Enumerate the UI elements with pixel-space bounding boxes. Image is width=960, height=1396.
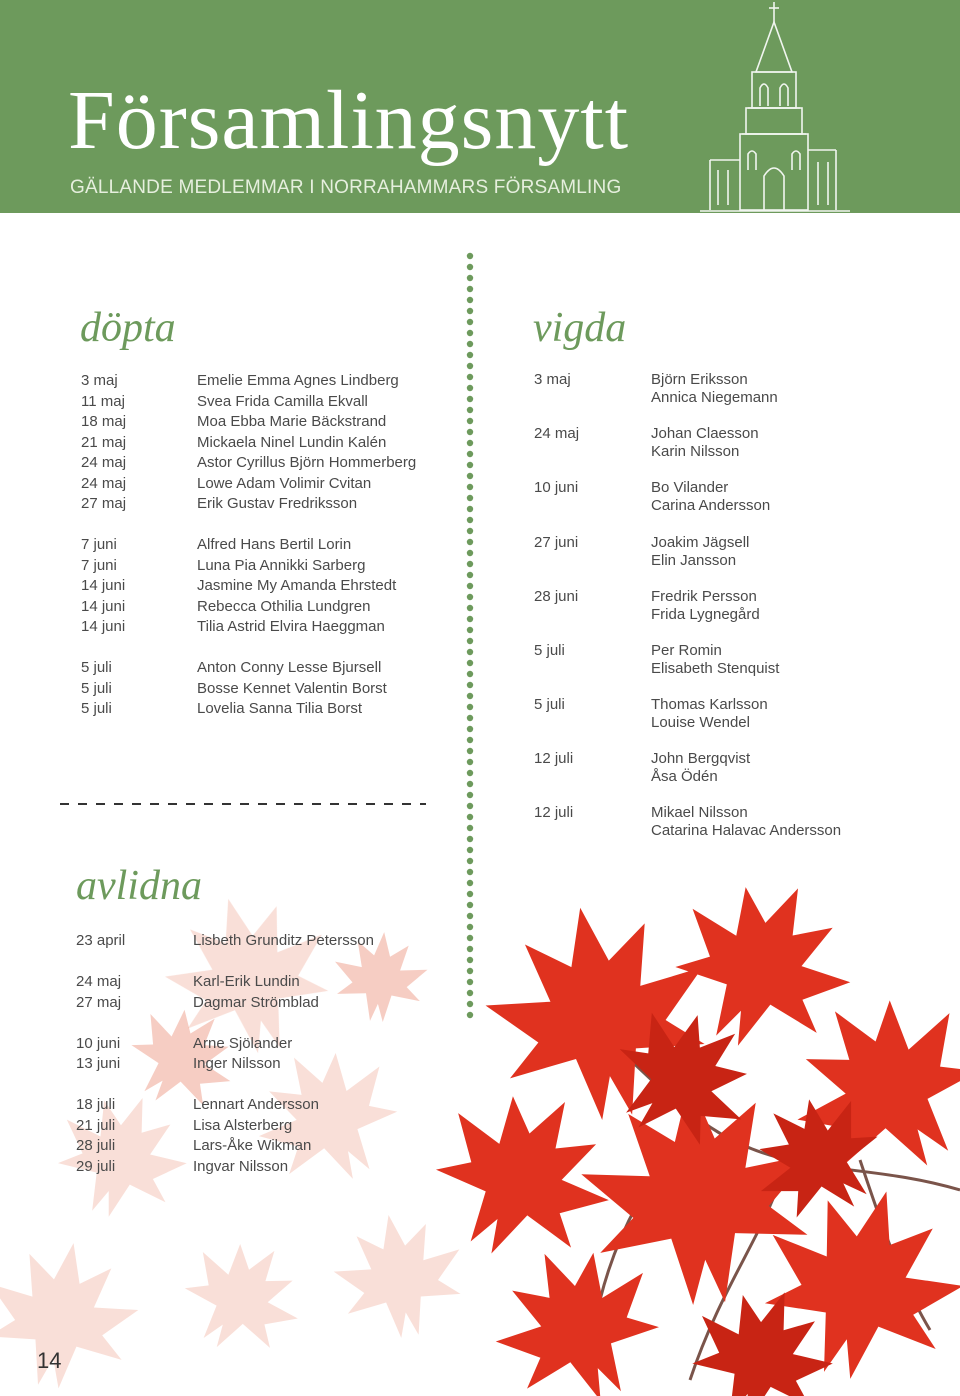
name: Karl-Erik Lundin bbox=[193, 973, 300, 990]
list-item bbox=[76, 1136, 456, 1157]
divider-dot bbox=[467, 605, 473, 611]
dopta-list bbox=[81, 371, 461, 720]
divider-dot bbox=[467, 616, 473, 622]
divider-dot bbox=[467, 990, 473, 996]
date: 12 juli bbox=[534, 804, 574, 821]
vigda-heading: vigda bbox=[533, 305, 627, 351]
list-item bbox=[81, 556, 461, 577]
divider-dot bbox=[467, 792, 473, 798]
list-item bbox=[81, 494, 461, 515]
divider-dot bbox=[467, 517, 473, 523]
date: 27 juni bbox=[534, 534, 579, 551]
divider-dot bbox=[467, 506, 473, 512]
list-item bbox=[81, 433, 461, 454]
divider-dot bbox=[467, 253, 473, 259]
divider-dot bbox=[467, 330, 473, 336]
page-title: Församlingsnytt bbox=[68, 74, 630, 167]
list-item bbox=[76, 993, 456, 1014]
divider-dot bbox=[467, 297, 473, 303]
name: Erik Gustav Fredriksson bbox=[197, 495, 358, 512]
list-item bbox=[81, 679, 461, 700]
name: Lisbeth Grunditz Petersson bbox=[193, 932, 374, 949]
divider-dot bbox=[467, 814, 473, 820]
date: 10 juni bbox=[76, 1034, 121, 1052]
divider-dot bbox=[467, 847, 473, 853]
divider-dot bbox=[467, 979, 473, 985]
date: 27 maj bbox=[81, 495, 127, 512]
date: 27 maj bbox=[76, 993, 122, 1011]
date: 29 juli bbox=[76, 1157, 116, 1175]
divider-dot bbox=[467, 803, 473, 809]
divider-dot bbox=[467, 935, 473, 941]
name: Elisabeth Stenquist bbox=[651, 660, 780, 677]
list-item bbox=[81, 392, 461, 413]
divider-dot bbox=[467, 836, 473, 842]
date: 24 maj bbox=[76, 973, 122, 990]
divider-dot bbox=[467, 539, 473, 545]
list-item bbox=[81, 576, 461, 597]
date: 14 juni bbox=[81, 577, 126, 594]
date: 5 juli bbox=[81, 700, 112, 717]
divider-dot bbox=[467, 550, 473, 556]
name: Astor Cyrillus Björn Hommerberg bbox=[197, 454, 417, 471]
date: 28 juli bbox=[76, 1137, 116, 1154]
divider-dot bbox=[467, 957, 473, 963]
page-subtitle: GÄLLANDE MEDLEMMAR I NORRAHAMMARS FÖRSAMLING bbox=[70, 177, 622, 198]
name: Annica Niegemann bbox=[651, 389, 778, 406]
divider-dot bbox=[467, 968, 473, 974]
divider-dot bbox=[467, 737, 473, 743]
date: 12 juli bbox=[534, 750, 574, 767]
name: Mickaela Ninel Lundin Kalén bbox=[197, 433, 387, 451]
church-icon bbox=[700, 0, 850, 213]
name: Alfred Hans Bertil Lorin bbox=[197, 536, 352, 553]
date: 10 juni bbox=[534, 479, 579, 496]
name: Jasmine My Amanda Ehrstedt bbox=[197, 577, 397, 594]
name: Bosse Kennet Valentin Borst bbox=[197, 679, 387, 697]
divider-dot bbox=[467, 583, 473, 589]
date: 3 maj bbox=[81, 372, 118, 389]
list-item bbox=[76, 1034, 456, 1055]
divider-dot bbox=[467, 759, 473, 765]
divider-dot bbox=[467, 726, 473, 732]
divider-dot bbox=[467, 308, 473, 314]
divider-dot bbox=[467, 385, 473, 391]
divider-dot bbox=[467, 715, 473, 721]
divider-dot bbox=[467, 770, 473, 776]
date: 5 juli bbox=[81, 679, 112, 697]
divider-dot bbox=[467, 704, 473, 710]
name: Lovelia Sanna Tilia Borst bbox=[197, 700, 363, 717]
name: Karin Nilsson bbox=[651, 443, 740, 460]
divider-dot bbox=[467, 440, 473, 446]
divider-dot bbox=[467, 1012, 473, 1018]
date: 5 juli bbox=[534, 696, 565, 713]
name: Thomas Karlsson bbox=[651, 696, 768, 713]
horizontal-dashed-divider bbox=[60, 797, 426, 811]
name: Anton Conny Lesse Bjursell bbox=[197, 659, 382, 676]
date: 23 april bbox=[76, 932, 126, 949]
divider-dot bbox=[467, 902, 473, 908]
list-item bbox=[81, 617, 461, 638]
divider-dot bbox=[467, 693, 473, 699]
divider-dot bbox=[467, 451, 473, 457]
list-item bbox=[81, 412, 461, 433]
date: 7 juni bbox=[81, 536, 117, 553]
divider-dot bbox=[467, 649, 473, 655]
name: Lennart Andersson bbox=[193, 1096, 319, 1113]
date: 21 juli bbox=[76, 1116, 116, 1134]
date: 7 juni bbox=[81, 556, 117, 574]
name: Björn Eriksson bbox=[651, 371, 748, 388]
list-item bbox=[81, 474, 461, 495]
divider-dot bbox=[467, 913, 473, 919]
avlidna-heading: avlidna bbox=[76, 863, 202, 909]
divider-dot bbox=[467, 946, 473, 952]
name: Rebecca Othilia Lundgren bbox=[197, 597, 371, 615]
divider-dot bbox=[467, 671, 473, 677]
list-item bbox=[76, 972, 456, 993]
divider-dot bbox=[467, 341, 473, 347]
name: Mikael Nilsson bbox=[651, 804, 748, 821]
divider-dot bbox=[467, 1001, 473, 1007]
name: Lars-Åke Wikman bbox=[193, 1137, 312, 1154]
date: 24 maj bbox=[81, 474, 127, 492]
divider-dot bbox=[467, 627, 473, 633]
list-item bbox=[76, 1054, 456, 1075]
divider-dot bbox=[467, 319, 473, 325]
list-item bbox=[81, 535, 461, 556]
divider-dot bbox=[467, 429, 473, 435]
name: John Bergqvist bbox=[651, 750, 751, 767]
divider-dot bbox=[467, 748, 473, 754]
divider-dot bbox=[467, 264, 473, 270]
date: 5 juli bbox=[534, 642, 565, 659]
name: Emelie Emma Agnes Lindberg bbox=[197, 372, 399, 389]
divider-dot bbox=[467, 396, 473, 402]
divider-dot bbox=[467, 561, 473, 567]
divider-dot bbox=[467, 407, 473, 413]
name: Bo Vilander bbox=[651, 479, 729, 496]
list-item bbox=[76, 1095, 456, 1116]
name: Carina Andersson bbox=[651, 497, 771, 514]
divider-dot bbox=[467, 638, 473, 644]
list-item bbox=[81, 371, 461, 392]
list-item bbox=[81, 597, 461, 618]
name: Lisa Alsterberg bbox=[193, 1116, 293, 1134]
list-item bbox=[76, 1157, 456, 1178]
divider-dot bbox=[467, 528, 473, 534]
divider-dot bbox=[467, 275, 473, 281]
name: Svea Frida Camilla Ekvall bbox=[197, 392, 368, 410]
date: 21 maj bbox=[81, 433, 127, 451]
list-item bbox=[81, 699, 461, 720]
name: Lowe Adam Volimir Cvitan bbox=[197, 474, 372, 492]
list-item bbox=[81, 658, 461, 679]
date: 18 maj bbox=[81, 413, 127, 430]
date: 24 maj bbox=[534, 425, 580, 442]
date: 13 juni bbox=[76, 1055, 121, 1072]
divider-dot bbox=[467, 869, 473, 875]
dopta-heading: döpta bbox=[80, 305, 176, 351]
page-number: 14 bbox=[37, 1348, 62, 1373]
name: Joakim Jägsell bbox=[651, 534, 750, 551]
divider-dot bbox=[467, 462, 473, 468]
divider-dot bbox=[467, 880, 473, 886]
divider-dot bbox=[467, 484, 473, 490]
divider-dot bbox=[467, 594, 473, 600]
name: Arne Sjölander bbox=[193, 1034, 293, 1052]
divider-dot bbox=[467, 418, 473, 424]
date: 5 juli bbox=[81, 659, 112, 676]
name: Per Romin bbox=[651, 642, 722, 659]
name: Ingvar Nilsson bbox=[193, 1157, 289, 1175]
name: Luna Pia Annikki Sarberg bbox=[197, 556, 366, 574]
divider-dot bbox=[467, 495, 473, 501]
name: Tilia Astrid Elvira Haeggman bbox=[197, 618, 385, 635]
name: Dagmar Strömblad bbox=[193, 993, 319, 1011]
divider-dot bbox=[467, 352, 473, 358]
divider-dot bbox=[467, 682, 473, 688]
date: 14 juni bbox=[81, 597, 126, 615]
divider-dot bbox=[467, 825, 473, 831]
list-item bbox=[76, 1116, 456, 1137]
divider-dot bbox=[467, 286, 473, 292]
name: Johan Claesson bbox=[651, 425, 759, 442]
name: Frida Lygnegård bbox=[651, 606, 760, 623]
date: 14 juni bbox=[81, 618, 126, 635]
date: 11 maj bbox=[81, 392, 125, 410]
vertical-dotted-divider bbox=[466, 252, 474, 1022]
list-item bbox=[81, 453, 461, 474]
divider-dot bbox=[467, 924, 473, 930]
name: Catarina Halavac Andersson bbox=[651, 822, 842, 839]
name: Elin Jansson bbox=[651, 552, 737, 569]
divider-dot bbox=[467, 363, 473, 369]
divider-dot bbox=[467, 891, 473, 897]
divider-dot bbox=[467, 858, 473, 864]
date: 24 maj bbox=[81, 454, 127, 471]
date: 18 juli bbox=[76, 1096, 116, 1113]
list-item bbox=[76, 931, 456, 952]
divider-dot bbox=[467, 572, 473, 578]
name: Moa Ebba Marie Bäckstrand bbox=[197, 413, 387, 430]
name: Louise Wendel bbox=[651, 714, 750, 731]
name: Fredrik Persson bbox=[651, 588, 757, 605]
divider-dot bbox=[467, 781, 473, 787]
name: Åsa Ödén bbox=[651, 768, 718, 785]
date: 28 juni bbox=[534, 588, 579, 605]
date: 3 maj bbox=[534, 371, 571, 388]
divider-dot bbox=[467, 473, 473, 479]
divider-dot bbox=[467, 374, 473, 380]
divider-dot bbox=[467, 660, 473, 666]
avlidna-list bbox=[76, 931, 456, 1177]
name: Inger Nilsson bbox=[193, 1055, 281, 1072]
